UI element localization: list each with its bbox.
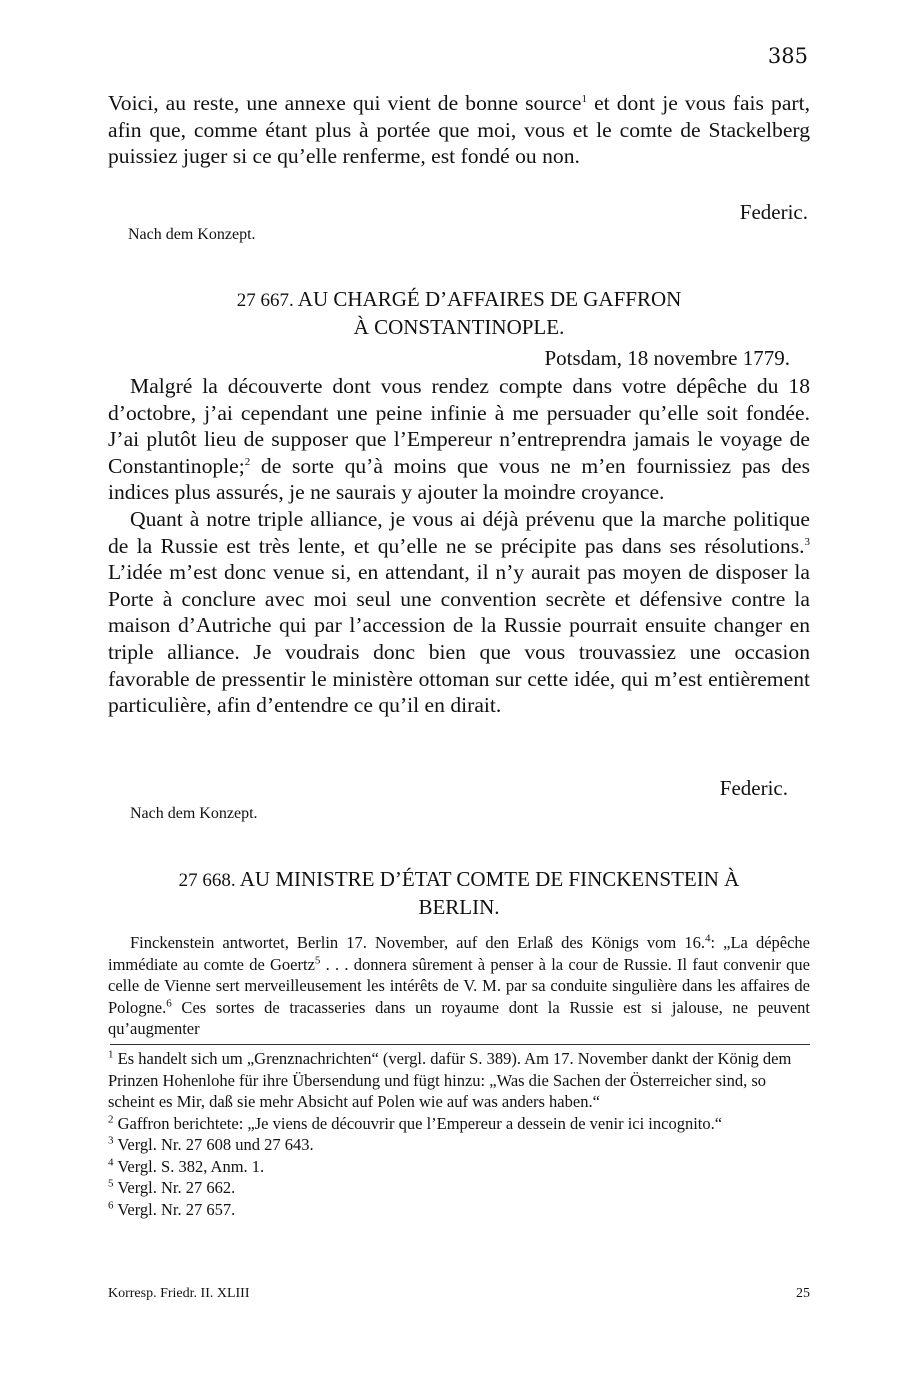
- letter-27667-title-line2: À CONSTANTINOPLE.: [353, 315, 565, 339]
- summary-text-c: . . . donnera sûrement à penser à la cour de Russie. Il faut convenir que celle de Vienne sert merveilleusement les intérêts de V. M. par sa conduite singulière dans les affaires de Pologne.: [108, 954, 811, 1017]
- footnotes: [108, 1048, 810, 1220]
- footnote-ref-4[interactable]: 4: [704, 932, 711, 945]
- intro-paragraph: [108, 90, 810, 170]
- footnote-text: Vergl. Nr. 27 608 und 27 643.: [117, 1135, 314, 1154]
- footnote-mark: 2: [108, 1113, 114, 1125]
- footnote-4: [108, 1156, 810, 1178]
- footnote-mark: 3: [108, 1134, 114, 1147]
- footnote-text: Vergl. Nr. 27 657.: [117, 1199, 236, 1219]
- summary-text-d: Ces sortes de tracasseries dans un royaume dont la Russie est si jalouse, ne peuvent qu’augmenter: [108, 997, 810, 1038]
- footnote-2: [108, 1113, 810, 1135]
- footnote-text: Vergl. S. 382, Anm. 1.: [117, 1156, 265, 1176]
- letter-27667-title-line1: AU CHARGÉ D’AFFAIRES DE GAFFRON: [297, 287, 682, 311]
- letter-27667-p1-text-b: de sorte qu’à moins que vous ne m’en fournissiez pas des indices plus assurés, je ne saurais y ajouter la moindre croyance.: [108, 453, 810, 505]
- letter-27667-p2-text-b: L’idée m’est donc venue si, en attendant, il n’y aurait pas moyen de disposer la Porte à conclure avec moi seul une convention secrète et défensive contre la maison d’Autriche qui par l’accession de la Russie pourrait ensuite changer en triple alliance. Je voudrais donc bien que vous trouvassiez une occasion favorable de pressentir le ministère ottoman sur cette idée, qui m’est entièrement particulière, afin d’entendre ce qu’il en dirait.: [108, 560, 810, 718]
- footnote-5: [108, 1177, 810, 1199]
- intro-text-a: Voici, au reste, une annexe qui vient de bonne source: [108, 91, 582, 115]
- letter-27667-p2-text-a: Quant à notre triple alliance, je vous ai déjà prévenu que la marche politique de la Russie est très lente, et qu’elle ne se précipite pas dans ses résolutions.: [108, 506, 810, 558]
- footnote-mark: 4: [108, 1156, 114, 1168]
- letter-27667-source-note: Nach dem Konzept.: [130, 805, 258, 822]
- letter-27668-title-line2: BERLIN.: [418, 895, 500, 919]
- footnote-text: Es handelt sich um „Grenznachrichten“ (vergl. dafür S. 389). Am 17. November dankt der König dem Prinzen Hohenlohe für ihre Übersendung und fügt hinzu: „Was die Sachen der Österreicher sind, so scheint es Mir, daß sie mehr Absicht auf Polen wie auf was anders haben.“: [108, 1049, 792, 1111]
- letter-27667-dateline: Potsdam, 18 novembre 1779.: [544, 346, 790, 370]
- footnote-text: Vergl. Nr. 27 662.: [117, 1178, 236, 1197]
- letter-27667-paragraph-2: [108, 506, 810, 719]
- summary-text-b: : „La dépêche immédiate au comte de Goertz: [108, 933, 811, 974]
- footnote-ref-5[interactable]: 5: [314, 954, 321, 966]
- footnote-ref-2[interactable]: 2: [244, 455, 251, 468]
- intro-text-b: et dont je vous fais part, afin que, comme étant plus à portée que moi, vous et le comte de Stackelberg puissiez juger si ce qu’elle renferme, est fondé ou non.: [108, 91, 811, 169]
- footnote-ref-1[interactable]: 1: [581, 92, 587, 105]
- footnote-mark: 1: [108, 1048, 114, 1061]
- footnote-mark: 5: [108, 1177, 114, 1190]
- footnote-ref-3[interactable]: 3: [804, 535, 810, 548]
- letter-27667-body: [108, 373, 810, 719]
- letter-27667-number: 27 667.: [236, 290, 294, 311]
- footnote-6: [108, 1199, 810, 1221]
- footer-series-title: Korresp. Friedr. II. XLIII: [108, 1286, 250, 1301]
- letter-27667-heading: [108, 286, 810, 341]
- footer-signature-mark: 25: [796, 1286, 810, 1301]
- intro-signature: Federic.: [739, 200, 808, 224]
- footnote-divider: [110, 1044, 810, 1045]
- letter-27667-p1-text-a: Malgré la découverte dont vous rendez compte dans votre dépêche du 18 d’octobre, j’ai cependant une peine infinie à me persuader qu’elle soit fondée. J’ai plutôt lieu de supposer que l’Empereur n’entreprendra jamais le voyage de Constantinople;: [108, 374, 810, 478]
- footnote-text: Gaffron berichtete: „Je viens de découvrir que l’Empereur a dessein de venir ici incognito.“: [117, 1113, 723, 1133]
- footnote-3: [108, 1134, 810, 1156]
- intro-source-note: Nach dem Konzept.: [128, 226, 256, 243]
- letter-27668-summary: [108, 932, 810, 1040]
- letter-27667-paragraph-1: [108, 373, 810, 506]
- letter-27668-number: 27 668.: [178, 870, 236, 891]
- footnote-ref-6[interactable]: 6: [166, 997, 172, 1009]
- footnote-mark: 6: [108, 1199, 114, 1211]
- footnote-1: [108, 1048, 810, 1113]
- letter-27667-signature: Federic.: [719, 776, 788, 800]
- summary-text-a: Finckenstein antwortet, Berlin 17. November, auf den Erlaß des Königs vom 16.: [130, 933, 705, 952]
- letter-27668-title-line1: AU MINISTRE D’ÉTAT COMTE DE FINCKENSTEIN À: [239, 867, 740, 891]
- letter-27668-heading: [108, 866, 810, 921]
- page-number: 385: [767, 44, 808, 68]
